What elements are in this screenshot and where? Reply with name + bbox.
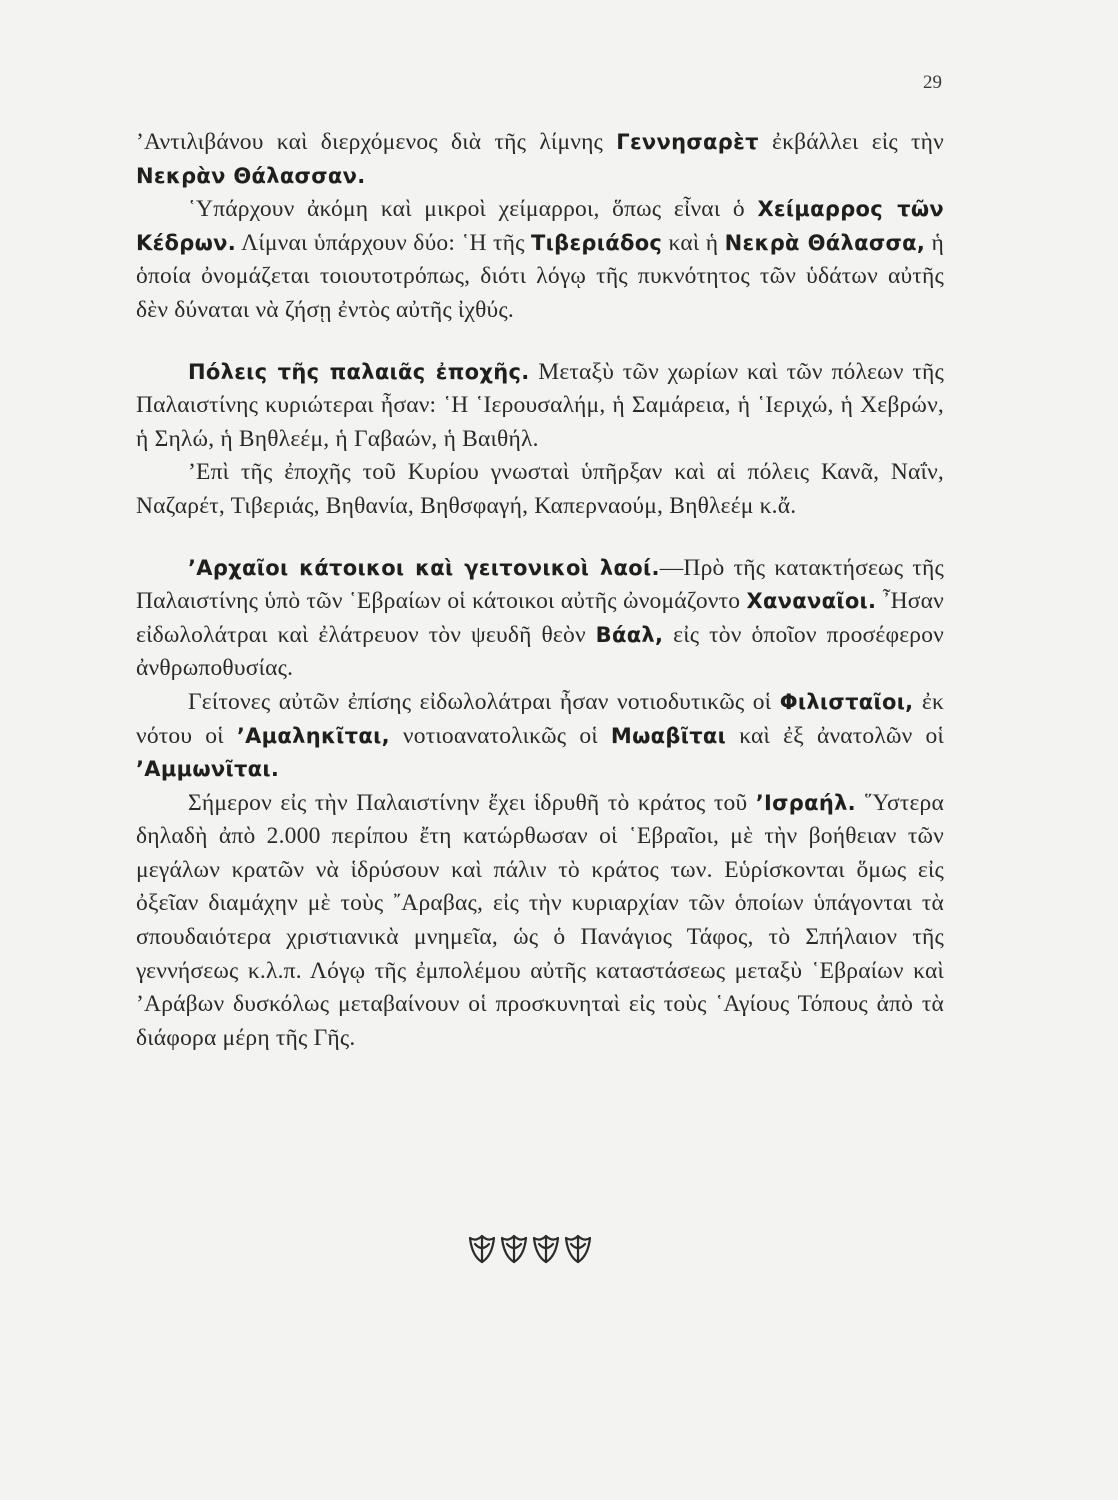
text: νοτιοανατολικῶς οἱ	[389, 722, 611, 749]
paragraph-lakes	[136, 193, 944, 327]
text: καὶ ἐξ ἀνατολῶν οἱ	[726, 722, 945, 749]
tulip-ornament-icon	[466, 1232, 596, 1266]
bold-term: Νεκρὰν Θάλασσαν.	[136, 163, 366, 188]
bold-term: Βάαλ,	[595, 622, 664, 647]
paragraph-israel-today	[136, 787, 944, 1056]
section-heading: Πόλεις τῆς παλαιᾶς ἐποχῆς.	[188, 359, 530, 384]
paragraph-ancient-cities	[136, 356, 944, 457]
bold-term: Γεννησαρὲτ	[616, 130, 759, 154]
bold-term: Νεκρὰ Θάλασσα,	[724, 230, 926, 255]
text: καὶ ἡ	[662, 229, 725, 256]
section-heading: ’Αρχαῖοι κάτοικοι καὶ γειτονικοὶ λαοί.	[188, 555, 660, 580]
paragraph-rivers	[136, 126, 944, 193]
text: ῏Ησαν εἰδωλολάτραι καὶ ἐλάτρευον τὸν ψευδῆ θεὸν	[136, 588, 944, 648]
text: ἐκβάλλει εἰς τὴν	[758, 129, 944, 155]
bold-term: Φιλισταῖοι,	[779, 689, 914, 714]
paragraph-ancient-inhabitants	[136, 552, 944, 686]
text: ’Αντιλιβάνου καὶ διερχόμενος διὰ τῆς λίμνης	[136, 129, 617, 155]
text: ’Επὶ τῆς ἐποχῆς τοῦ Κυρίου γνωσταὶ ὑπῆρξαν καὶ αἱ πόλεις Κανᾶ, Ναΐν, Ναζαρέτ, Τιβεριάς, Βηθανία, Βηθσφαγή, Καπερναούμ, Βηθλεέμ κ.ἄ.	[136, 459, 944, 519]
text: ῞Υστερα δηλαδὴ ἀπὸ 2.000 περίπου ἔτη κατώρθωσαν οἱ ῾Εβραῖοι, μὲ τὴν βοήθειαν τῶν μεγάλων κρατῶν νὰ ἱδρύσουν καὶ πάλιν τὸ κράτος των. Εὑρίσκονται ὅμως εἰς ὀξεῖαν διαμάχην μὲ τοὺς ῎Αραβας, εἰς τὴν κυριαρχίαν τῶν ὁποίων ὑπάγονται τὰ σπουδαιότερα χριστιανικὰ μνημεῖα, ὡς ὁ Πανάγιος Τάφος, τὸ Σπήλαιον τῆς γεννήσεως κ.λ.π. Λόγῳ τῆς ἐμπολέμου αὐτῆς καταστάσεως μεταξὺ ῾Εβραίων καὶ ’Αράβων δυσκόλως μεταβαίνουν οἱ προσκυνηταὶ εἰς τοὺς ῾Αγίους Τόπους ἀπὸ τὰ διάφορα μέρη τῆς Γῆς.	[136, 789, 944, 1051]
bold-term: ’Αμαληκῖται,	[236, 723, 390, 748]
bold-term: ’Αμμωνῖται.	[136, 757, 280, 782]
page-number: 29	[923, 72, 942, 93]
text: ῾Υπάρχουν ἀκόμη καὶ μικροὶ χείμαρροι, ὅπως εἶναι ὁ	[188, 196, 758, 223]
bold-term: Χαναναῖοι.	[746, 589, 877, 614]
text: ἐκ νότου οἱ	[136, 688, 945, 749]
text: Μεταξὺ τῶν χωρίων καὶ τῶν πόλεων τῆς Παλαιστίνης κυριώτεραι ἦσαν: ῾Η ῾Ιερουσαλήμ, ἡ Σαμάρεια, ἡ ῾Ιεριχώ, ἡ Χεβρών, ἡ Σηλώ, ἡ Βηθλεέμ, ἡ Γαβαών, ἡ Βαιθήλ.	[136, 358, 944, 452]
text: Σήμερον εἰς τὴν Παλαιστίνην ἔχει ἱδρυθῆ τὸ κράτος τοῦ	[188, 789, 756, 816]
text: Γείτονες αὐτῶν ἐπίσης εἰδωλολάτραι ἦσαν νοτιοδυτικῶς οἱ	[188, 688, 780, 715]
paragraph-lord-era-cities	[136, 456, 944, 523]
bold-term: Χείμαρρος τῶν Κέδρων.	[136, 197, 944, 255]
bold-term: ’Ισραήλ.	[755, 790, 856, 815]
bold-term: Μωαβῖται	[610, 723, 727, 748]
bold-term: Τιβεριάδος	[531, 230, 663, 255]
text: —Πρὸ τῆς κατακτήσεως τῆς Παλαιστίνης ὑπὸ τῶν ῾Εβραίων οἱ κάτοικοι αὐτῆς ὠνομάζοντο	[136, 554, 944, 615]
text: ἡ ὁποία ὀνομάζεται τοιουτοτρόπως, διότι λόγῳ τῆς πυκνότητος τῶν ὑδάτων αὐτῆς δὲν δύναται νὰ ζήσῃ ἐντὸς αὐτῆς ἰχθύς.	[136, 229, 944, 323]
text: Λίμναι ὑπάρχουν δύο: ῾Η τῆς	[236, 229, 531, 256]
body-text	[136, 126, 944, 1055]
text: εἰς τὸν ὁποῖον προσέφερον ἀνθρωποθυσίας.	[136, 621, 944, 682]
paragraph-neighbors	[136, 686, 944, 787]
